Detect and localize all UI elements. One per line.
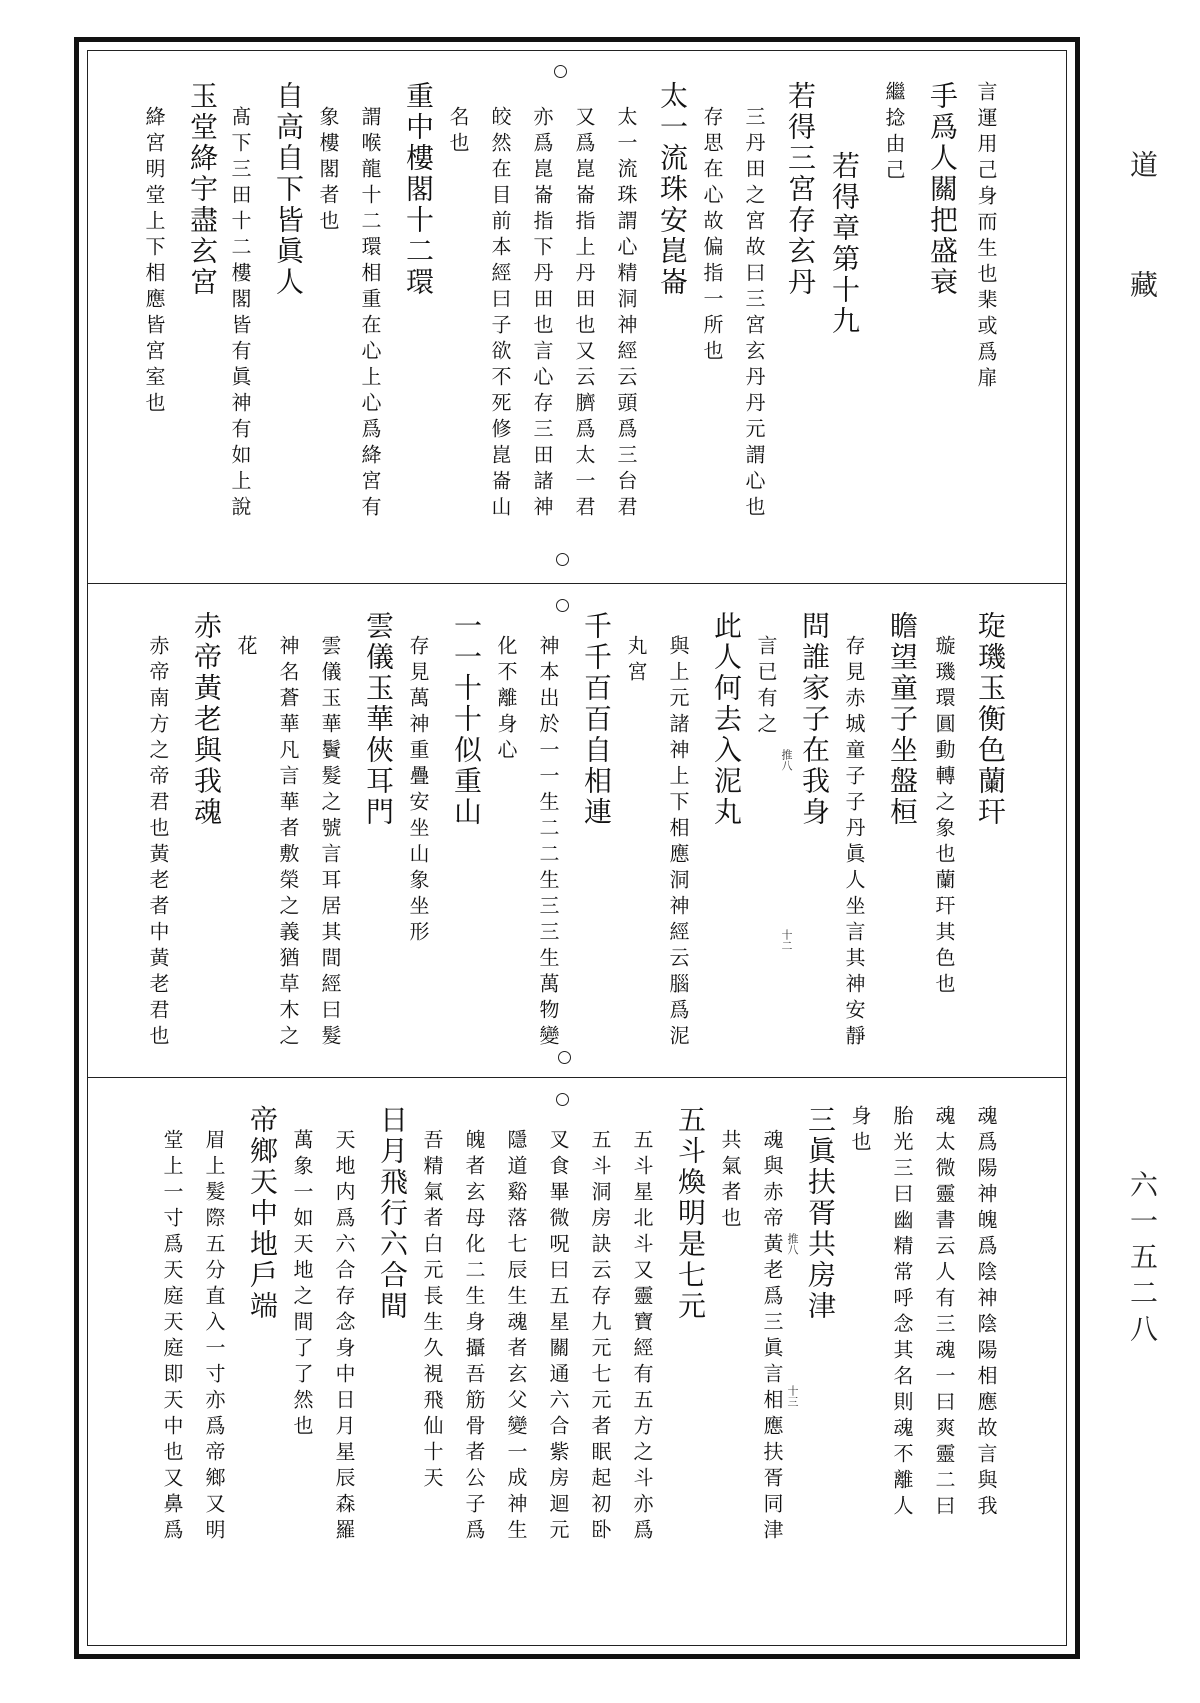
- text-column: 象樓閣者也: [316, 106, 340, 236]
- text-column: 五斗星北斗又靈寶經有五方之斗亦爲: [630, 1129, 654, 1545]
- page-frame-inner: [87, 50, 1067, 1646]
- text-column: 隱道谿落七辰生魂者玄父變一成神生: [504, 1129, 528, 1545]
- text-column: 又爲崑崙指上丹田也又云臍爲太一君: [572, 106, 596, 522]
- text-column: 皎然在目前本經曰子欲不死修崑崙山: [488, 106, 512, 522]
- panel-middle: [88, 585, 1066, 1077]
- text-column: 琁璣玉衡色蘭玕: [974, 611, 1007, 828]
- text-column: 魄者玄母化二生身攝吾筋骨者公子爲: [462, 1129, 486, 1545]
- text-column: 太一流珠安崑崙: [656, 81, 689, 298]
- text-column: 三丹田之宮故曰三宮玄丹丹元謂心也: [742, 106, 766, 522]
- text-column: 丸宮: [624, 635, 648, 687]
- text-column: 叉食畢微呪曰五星關通六合紫房迴元: [546, 1129, 570, 1545]
- text-column: 若得三宮存玄丹: [784, 81, 817, 298]
- text-column: 玉堂絳宇盡玄宮: [186, 81, 219, 298]
- panel-bottom: [88, 1079, 1066, 1639]
- text-column: 神名蒼華凡言華者敷榮之義猶草木之: [276, 635, 300, 1051]
- panel-divider: [88, 1077, 1066, 1078]
- text-column: 亦爲崑崙指下丹田也言心存三田諸神: [530, 106, 554, 522]
- text-column: 帝鄉天中地戶端: [246, 1105, 279, 1322]
- text-column: 繼捻由己: [882, 81, 906, 185]
- chapter-heading: 若得章第十九: [828, 151, 861, 337]
- text-column: 絳宮明堂上下相應皆宮室也: [142, 106, 166, 418]
- text-column: 神本出於一一生二二生三三生萬物變: [536, 635, 560, 1051]
- text-column: 謂喉龍十二環相重在心上心爲絳宮有: [358, 106, 382, 522]
- text-column: 與上元諸神上下相應洞神經云腦爲泥: [666, 635, 690, 1051]
- text-column: 天地内爲六合存念身中日月星辰森羅: [332, 1129, 356, 1545]
- text-column: 身也: [848, 1105, 872, 1157]
- text-column: 五斗煥明是七元: [674, 1105, 707, 1322]
- text-column: 太一流珠謂心精洞神經云頭爲三台君: [614, 106, 638, 522]
- text-column: 手爲人關把盛衰: [926, 81, 959, 298]
- punctuation-circle: [556, 553, 569, 566]
- text-column: 化不離身心: [494, 635, 518, 765]
- marginal-note: 推八: [786, 1233, 799, 1255]
- panel-divider: [88, 583, 1066, 584]
- text-column: 重中樓閣十二環: [402, 81, 435, 298]
- text-column: 眉上髮際五分直入一寸亦爲帝鄉又明: [202, 1129, 226, 1545]
- page-frame: [74, 37, 1080, 1659]
- text-column: 言運用己身而生也棐或爲扉: [974, 81, 998, 393]
- text-column: 胎光三曰幽精常呼念其名則魂不離人: [890, 1105, 914, 1521]
- text-column: 璇璣環圓動轉之象也蘭玕其色也: [932, 635, 956, 999]
- margin-title-bottom: 藏: [1126, 270, 1159, 298]
- text-column: 雲儀玉華俠耳門: [362, 611, 395, 828]
- text-column: 存思在心故偏指一所也: [700, 106, 724, 366]
- punctuation-circle: [554, 65, 567, 78]
- page-number: 六一五二八: [1126, 1170, 1159, 1350]
- text-column: 赤帝南方之帝君也黃老者中黃老君也: [146, 635, 170, 1051]
- text-column: 萬象一如天地之間了了然也: [290, 1129, 314, 1441]
- marginal-note: 推八: [780, 749, 793, 771]
- text-column: 存見萬神重疊安坐山象坐形: [406, 635, 430, 947]
- text-column: 自高自下皆眞人: [272, 81, 305, 298]
- text-column: 千千百百自相連: [580, 611, 613, 828]
- text-column: 魂太微靈書云人有三魂一曰爽靈二曰: [932, 1105, 956, 1521]
- text-column: 魂與赤帝黃老爲三眞言相應扶胥同津: [760, 1129, 784, 1545]
- text-column: 存見赤城童子子丹眞人坐言其神安靜: [842, 635, 866, 1051]
- text-column: 問誰家子在我身: [798, 611, 831, 828]
- text-column: 堂上一寸爲天庭天庭即天中也又鼻爲: [160, 1129, 184, 1545]
- text-column: 日月飛行六合間: [376, 1105, 409, 1322]
- marginal-note: 十三: [786, 1385, 799, 1407]
- text-column: 五斗洞房訣云存九元七元者眠起初卧: [588, 1129, 612, 1545]
- text-column: 言已有之: [754, 635, 778, 739]
- marginal-note: 十二: [780, 929, 793, 951]
- text-column: 瞻望童子坐盤桓: [886, 611, 919, 828]
- text-column: 花: [234, 635, 258, 661]
- text-column: 三眞扶胥共房津: [804, 1105, 837, 1322]
- punctuation-circle: [556, 599, 569, 612]
- panel-top: [88, 51, 1066, 583]
- text-column: 吾精氣者白元長生久視飛仙十天: [420, 1129, 444, 1493]
- text-column: 名也: [446, 106, 470, 158]
- text-column: 雲儀玉華鬢髮之號言耳居其間經曰髮: [318, 635, 342, 1051]
- text-column: 髙下三田十二樓閣皆有眞神有如上說: [228, 106, 252, 522]
- margin-title-top: 道: [1126, 150, 1159, 178]
- punctuation-circle: [556, 1093, 569, 1106]
- text-column: 此人何去入泥丸: [710, 611, 743, 828]
- text-column: 赤帝黃老與我魂: [190, 611, 223, 828]
- punctuation-circle: [558, 1051, 571, 1064]
- text-column: 一一十十似重山: [450, 611, 483, 828]
- text-column: 共氣者也: [718, 1129, 742, 1233]
- text-column: 魂爲陽神魄爲陰神陰陽相應故言與我: [974, 1105, 998, 1521]
